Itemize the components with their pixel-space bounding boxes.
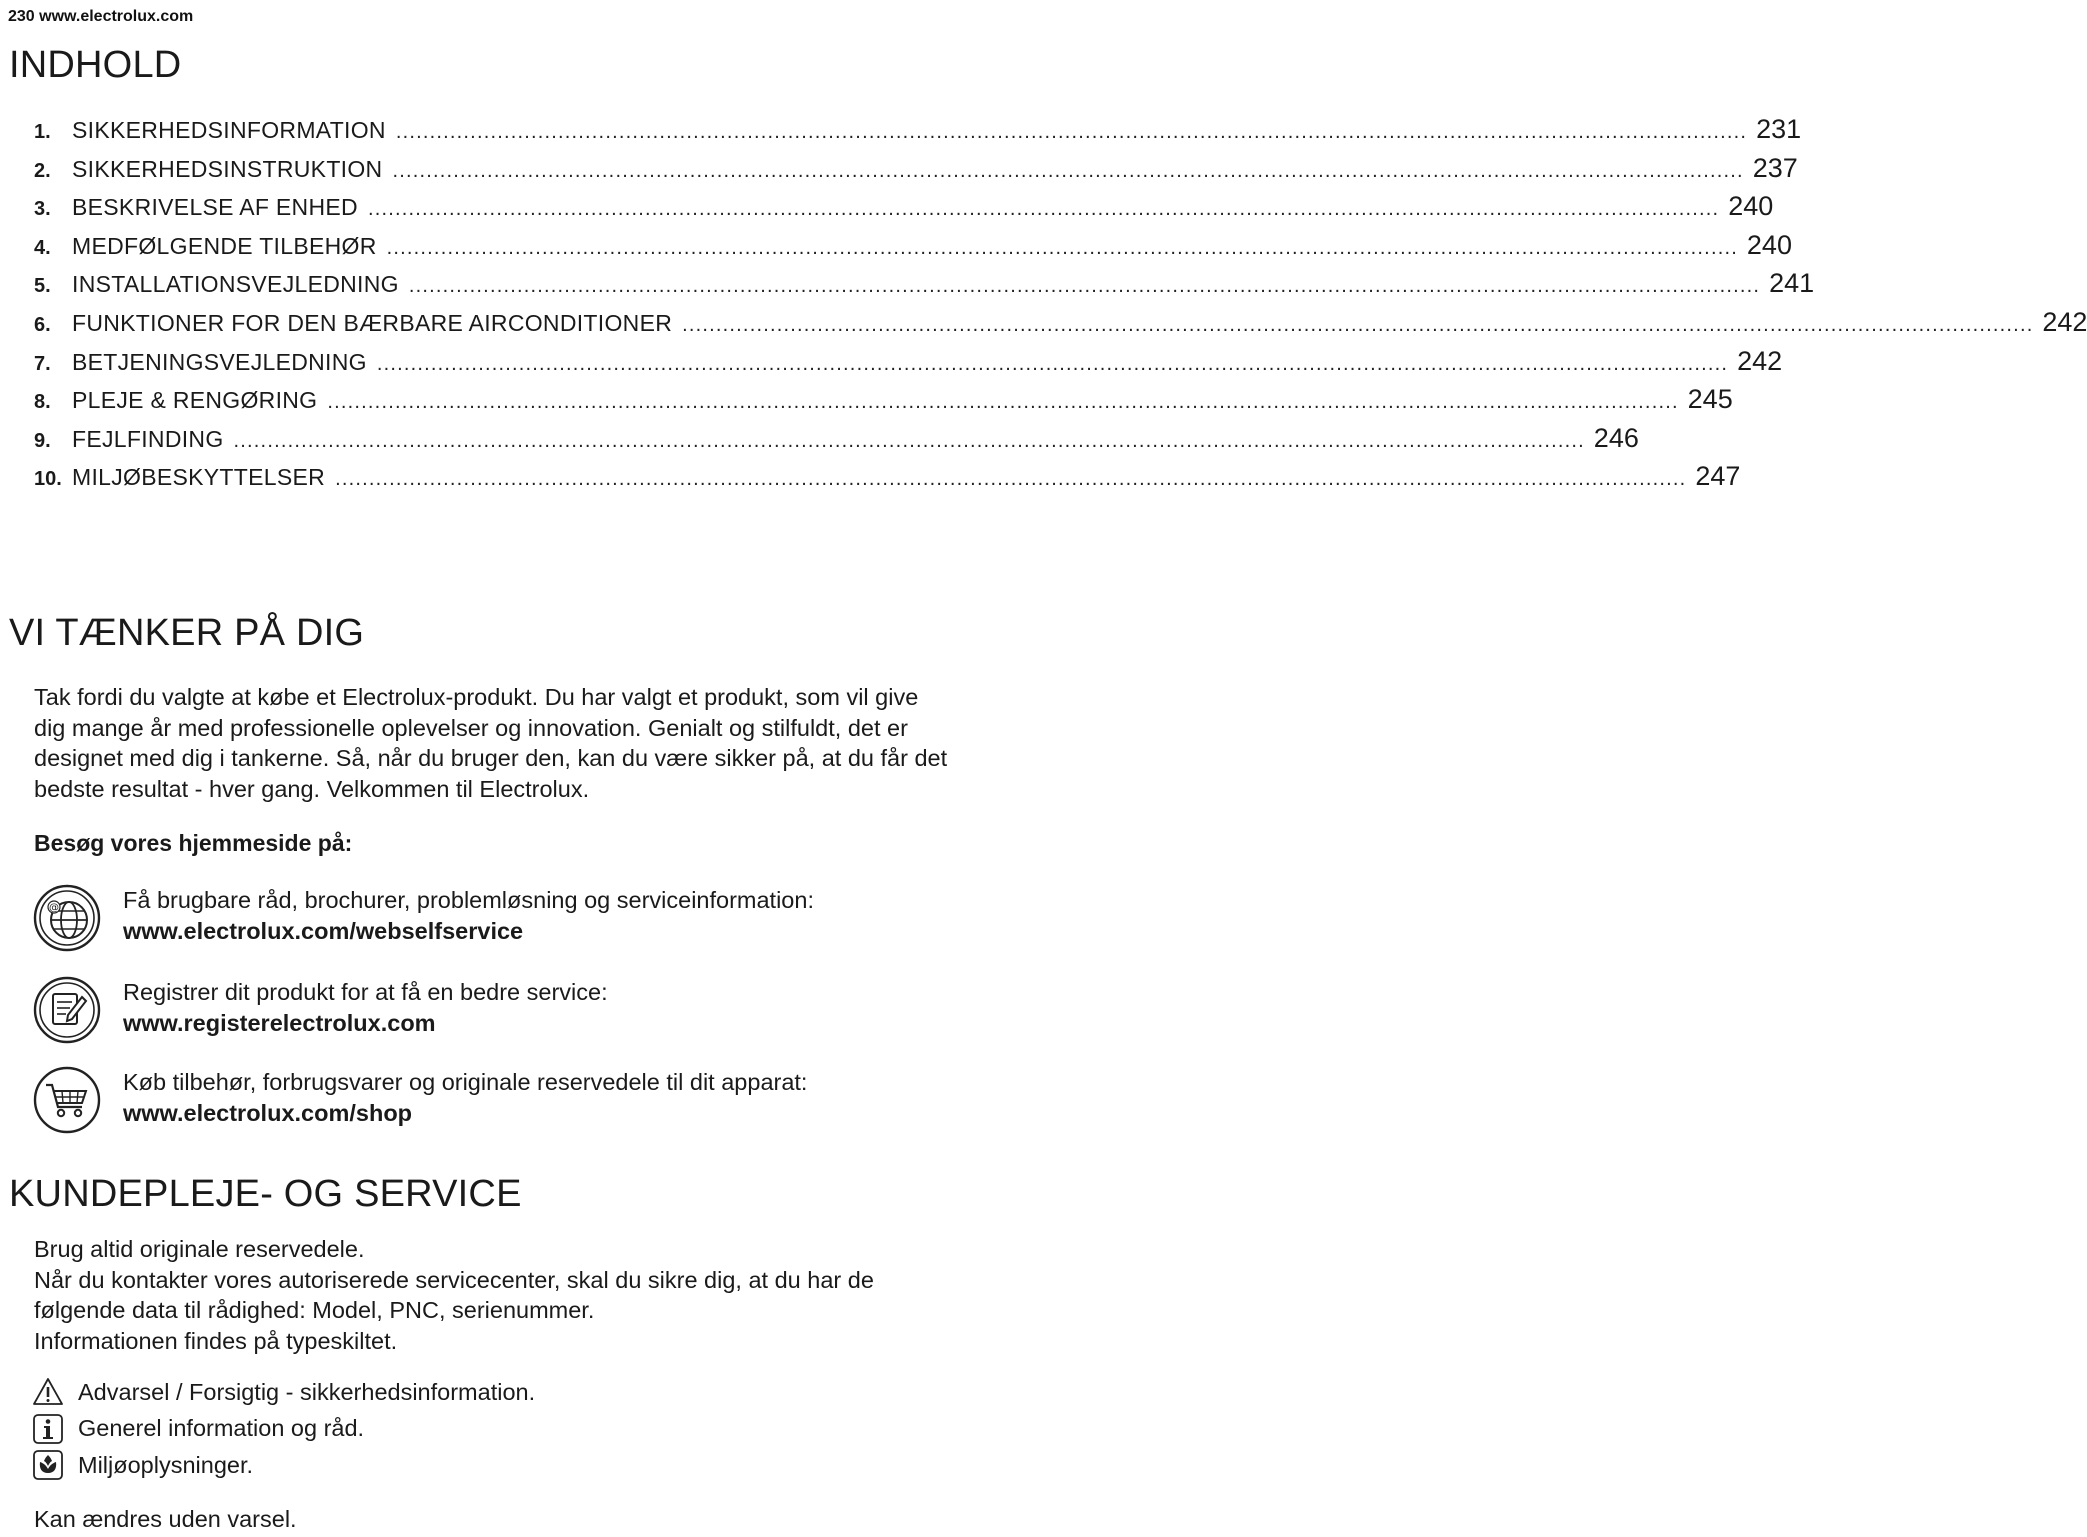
customer-care-paragraph — [34, 1234, 874, 1356]
toc-page-number: 245 — [1687, 384, 1733, 415]
register-link[interactable]: www.registerelectrolux.com — [123, 1010, 436, 1036]
legend-item — [32, 1374, 535, 1411]
toc-leader: ........................................................................................................................................................................................................ — [376, 352, 1729, 375]
toc-row[interactable] — [34, 461, 1741, 500]
legend-text: Miljøoplysninger. — [78, 1451, 254, 1478]
toc-row[interactable] — [34, 384, 1733, 423]
toc-label: SIKKERHEDSINSTRUKTION — [72, 155, 383, 182]
toc-page-number: 242 — [1737, 345, 1783, 376]
thinking-title: VI TÆNKER PÅ DIG — [9, 612, 365, 654]
service-item-webselfservice — [32, 883, 992, 953]
legend-item — [32, 1411, 535, 1448]
legend-text: Advarsel / Forsigtig - sikkerhedsinformation. — [78, 1378, 536, 1405]
toc-row[interactable] — [34, 268, 1815, 307]
toc-number: 7. — [34, 352, 51, 375]
legend-item — [32, 1447, 535, 1484]
cart-icon — [32, 1065, 102, 1135]
toc-number: 5. — [34, 275, 51, 298]
environment-icon — [32, 1449, 64, 1481]
toc-label: BESKRIVELSE AF ENHED — [72, 194, 358, 221]
shop-link[interactable]: www.electrolux.com/shop — [123, 1100, 413, 1126]
toc-row[interactable] — [34, 345, 1783, 385]
customer-care-title: KUNDEPLEJE- OG SERVICE — [9, 1173, 522, 1215]
toc-leader: ........................................................................................................................................................................................................ — [233, 429, 1585, 452]
toc-row[interactable] — [34, 114, 1802, 153]
service-text-block — [123, 885, 814, 947]
toc-row[interactable] — [34, 306, 2087, 346]
toc-leader: ........................................................................................................................................................................................................ — [408, 275, 1761, 298]
table-of-contents — [34, 114, 2087, 500]
toc-label: SIKKERHEDSINFORMATION — [72, 117, 386, 143]
toc-number: 6. — [34, 313, 51, 336]
service-text-block — [123, 977, 608, 1039]
toc-row[interactable] — [34, 422, 1639, 462]
toc-leader: ........................................................................................................................................................................................................ — [392, 159, 1744, 182]
page-header: 230 www.electrolux.com — [8, 8, 194, 25]
service-text-block — [123, 1067, 807, 1129]
toc-leader: ........................................................................................................................................................................................................ — [395, 121, 1748, 143]
customer-care-line: Informationen findes på typeskiltet. — [34, 1327, 398, 1354]
toc-label: PLEJE & RENGØRING — [72, 387, 318, 414]
service-item-register — [32, 975, 992, 1045]
toc-page-number: 246 — [1593, 422, 1639, 453]
info-icon — [32, 1413, 64, 1445]
intro-line: dig mange år med professionelle oplevelser og innovation. Genialt og stilfuldt, det er — [34, 714, 908, 741]
visit-heading: Besøg vores hjemmeside på: — [34, 830, 353, 856]
service-item-shop — [32, 1065, 992, 1135]
toc-row[interactable] — [34, 191, 1774, 230]
warning-icon — [32, 1376, 64, 1408]
toc-label: INSTALLATIONSVEJLEDNING — [72, 271, 399, 298]
customer-care-line: Brug altid originale reservedele. — [34, 1236, 365, 1262]
service-description: Køb tilbehør, forbrugsvarer og originale reservedele til dit apparat: — [123, 1069, 808, 1095]
toc-number: 10. — [34, 468, 62, 491]
toc-number: 8. — [34, 391, 51, 414]
toc-number: 3. — [34, 198, 51, 221]
toc-label: BETJENINGSVEJLEDNING — [72, 348, 367, 375]
webselfservice-link[interactable]: www.electrolux.com/webselfservice — [123, 918, 524, 944]
toc-leader: ........................................................................................................................................................................................................ — [327, 391, 1679, 414]
service-description: Få brugbare råd, brochurer, problemløsning og serviceinformation: — [123, 887, 814, 913]
toc-number: 9. — [34, 429, 51, 452]
legend-text: Generel information og råd. — [78, 1415, 365, 1442]
toc-label: FEJLFINDING — [72, 425, 224, 452]
toc-number: 4. — [34, 236, 51, 259]
footer-note: Kan ændres uden varsel. — [34, 1506, 297, 1532]
toc-page-number: 241 — [1769, 268, 1815, 299]
toc-row[interactable] — [34, 229, 1792, 269]
toc-leader: ........................................................................................................................................................................................................ — [335, 468, 1687, 491]
intro-line: designet med dig i tankerne. Så, når du bruger den, kan du være sikker på, at du får det — [34, 745, 948, 771]
intro-paragraph — [34, 682, 947, 804]
svg-text:@: @ — [49, 902, 59, 914]
toc-label: MILJØBESKYTTELSER — [72, 464, 326, 491]
toc-number: 1. — [34, 121, 51, 143]
toc-page-number: 240 — [1746, 229, 1792, 260]
toc-title: INDHOLD — [9, 44, 182, 86]
toc-page-number: 247 — [1695, 461, 1741, 492]
toc-row[interactable] — [34, 152, 1798, 192]
toc-leader: ........................................................................................................................................................................................................ — [682, 313, 2034, 336]
toc-page-number: 240 — [1728, 191, 1774, 222]
symbol-legend — [32, 1374, 535, 1484]
toc-leader: ........................................................................................................................................................................................................ — [367, 198, 1720, 221]
service-description: Registrer dit produkt for at få en bedre service: — [123, 979, 608, 1005]
globe-icon — [32, 883, 102, 953]
customer-care-line: Når du kontakter vores autoriserede servicecenter, skal du sikre dig, at du har de — [34, 1266, 874, 1293]
intro-line: bedste resultat - hver gang. Velkommen til Electrolux. — [34, 775, 590, 802]
toc-label: MEDFØLGENDE TILBEHØR — [72, 232, 377, 259]
toc-page-number: 231 — [1756, 114, 1802, 144]
toc-label: FUNKTIONER FOR DEN BÆRBARE AIRCONDITIONER — [72, 309, 673, 336]
toc-leader: ........................................................................................................................................................................................................ — [386, 236, 1738, 259]
customer-care-line: følgende data til rådighed: Model, PNC, serienummer. — [34, 1297, 595, 1323]
toc-page-number: 242 — [2042, 306, 2087, 337]
intro-line: Tak fordi du valgte at købe et Electrolux-produkt. Du har valgt et produkt, som vil give — [34, 684, 919, 710]
toc-page-number: 237 — [1752, 152, 1798, 183]
toc-number: 2. — [34, 159, 51, 182]
register-icon — [32, 975, 102, 1045]
